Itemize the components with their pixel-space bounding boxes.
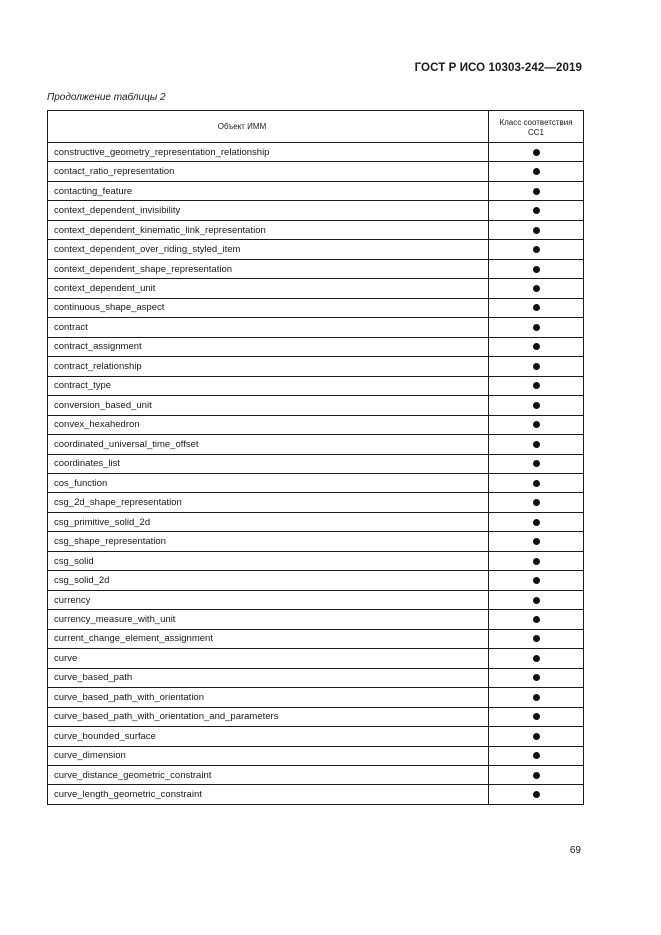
filled-circle-icon [533, 538, 540, 545]
filled-circle-icon [533, 441, 540, 448]
object-name-cell: curve_based_path [48, 668, 489, 687]
object-name-cell: curve_based_path_with_orientation_and_parameters [48, 707, 489, 726]
filled-circle-icon [533, 343, 540, 350]
filled-circle-icon [533, 149, 540, 156]
table-row [48, 668, 584, 687]
cc1-cell [489, 512, 584, 531]
standard-code: ГОСТ Р ИСО 10303-242—2019 [414, 62, 582, 74]
filled-circle-icon [533, 227, 540, 234]
table-row [48, 707, 584, 726]
cc1-cell [489, 279, 584, 298]
header-conformance-line2: CC1 [527, 127, 544, 137]
table-row [48, 688, 584, 707]
cc1-cell [489, 571, 584, 590]
table-row [48, 357, 584, 376]
object-name-cell: contract_relationship [48, 357, 489, 376]
object-name-cell: context_dependent_kinematic_link_representation [48, 220, 489, 239]
cc1-cell [489, 298, 584, 317]
cc1-cell [489, 240, 584, 259]
cc1-cell [489, 201, 584, 220]
table-row [48, 376, 584, 395]
table-row [48, 240, 584, 259]
object-name-cell: curve_bounded_surface [48, 727, 489, 746]
object-name-cell: currency_measure_with_unit [48, 610, 489, 629]
table-row [48, 571, 584, 590]
table-row [48, 201, 584, 220]
table-row [48, 473, 584, 492]
header-object: Объект ИММ [48, 111, 489, 143]
cc1-cell [489, 532, 584, 551]
object-name-cell: curve_dimension [48, 746, 489, 765]
object-name-cell: curve [48, 649, 489, 668]
cc1-cell [489, 688, 584, 707]
filled-circle-icon [533, 791, 540, 798]
filled-circle-icon [533, 674, 540, 681]
filled-circle-icon [533, 304, 540, 311]
filled-circle-icon [533, 713, 540, 720]
table-row [48, 649, 584, 668]
cc1-cell [489, 143, 584, 162]
filled-circle-icon [533, 382, 540, 389]
cc1-cell [489, 415, 584, 434]
cc1-cell [489, 220, 584, 239]
filled-circle-icon [533, 772, 540, 779]
object-name-cell: csg_solid_2d [48, 571, 489, 590]
filled-circle-icon [533, 635, 540, 642]
object-name-cell: csg_shape_representation [48, 532, 489, 551]
cc1-cell [489, 785, 584, 804]
cc1-cell [489, 629, 584, 648]
filled-circle-icon [533, 499, 540, 506]
table-body [48, 143, 584, 805]
cc1-cell [489, 435, 584, 454]
table-row [48, 143, 584, 162]
table-row [48, 512, 584, 531]
filled-circle-icon [533, 168, 540, 175]
filled-circle-icon [533, 752, 540, 759]
table-row [48, 279, 584, 298]
object-name-cell: currency [48, 590, 489, 609]
filled-circle-icon [533, 246, 540, 253]
table-header-row [48, 111, 584, 143]
filled-circle-icon [533, 733, 540, 740]
object-name-cell: contact_ratio_representation [48, 162, 489, 181]
object-name-cell: curve_based_path_with_orientation [48, 688, 489, 707]
conformance-table [47, 110, 584, 805]
object-name-cell: curve_length_geometric_constraint [48, 785, 489, 804]
table-row [48, 746, 584, 765]
cc1-cell [489, 727, 584, 746]
object-name-cell: contacting_feature [48, 181, 489, 200]
filled-circle-icon [533, 577, 540, 584]
cc1-cell [489, 649, 584, 668]
table-caption: Продолжение таблицы 2 [47, 92, 166, 103]
filled-circle-icon [533, 480, 540, 487]
filled-circle-icon [533, 655, 540, 662]
filled-circle-icon [533, 324, 540, 331]
filled-circle-icon [533, 597, 540, 604]
object-name-cell: conversion_based_unit [48, 396, 489, 415]
object-name-cell: convex_hexahedron [48, 415, 489, 434]
table-row [48, 181, 584, 200]
table-row [48, 415, 584, 434]
table-row [48, 590, 584, 609]
object-name-cell: context_dependent_invisibility [48, 201, 489, 220]
object-name-cell: csg_primitive_solid_2d [48, 512, 489, 531]
object-name-cell: coordinated_universal_time_offset [48, 435, 489, 454]
table-row [48, 220, 584, 239]
table-row [48, 454, 584, 473]
object-name-cell: contract_assignment [48, 337, 489, 356]
table-row [48, 532, 584, 551]
object-name-cell: csg_2d_shape_representation [48, 493, 489, 512]
table-row [48, 766, 584, 785]
cc1-cell [489, 318, 584, 337]
table-row [48, 727, 584, 746]
object-name-cell: csg_solid [48, 551, 489, 570]
object-name-cell: contract [48, 318, 489, 337]
filled-circle-icon [533, 616, 540, 623]
cc1-cell [489, 259, 584, 278]
page-number: 69 [569, 845, 581, 856]
table-row [48, 551, 584, 570]
cc1-cell [489, 493, 584, 512]
filled-circle-icon [533, 694, 540, 701]
filled-circle-icon [533, 363, 540, 370]
header-conformance-line1: Класс соответствия [499, 117, 573, 127]
table-row [48, 298, 584, 317]
object-name-cell: cos_function [48, 473, 489, 492]
cc1-cell [489, 610, 584, 629]
table-row [48, 337, 584, 356]
filled-circle-icon [533, 519, 540, 526]
cc1-cell [489, 162, 584, 181]
cc1-cell [489, 766, 584, 785]
filled-circle-icon [533, 285, 540, 292]
object-name-cell: curve_distance_geometric_constraint [48, 766, 489, 785]
filled-circle-icon [533, 558, 540, 565]
object-name-cell: current_change_element_assignment [48, 629, 489, 648]
cc1-cell [489, 396, 584, 415]
filled-circle-icon [533, 188, 540, 195]
cc1-cell [489, 551, 584, 570]
object-name-cell: context_dependent_unit [48, 279, 489, 298]
header-conformance-class [489, 111, 584, 143]
cc1-cell [489, 668, 584, 687]
filled-circle-icon [533, 421, 540, 428]
object-name-cell: coordinates_list [48, 454, 489, 473]
table-row [48, 318, 584, 337]
object-name-cell: constructive_geometry_representation_relationship [48, 143, 489, 162]
object-name-cell: contract_type [48, 376, 489, 395]
object-name-cell: context_dependent_over_riding_styled_item [48, 240, 489, 259]
table-row [48, 259, 584, 278]
table-row [48, 493, 584, 512]
table-row [48, 162, 584, 181]
table-row [48, 785, 584, 804]
cc1-cell [489, 746, 584, 765]
filled-circle-icon [533, 402, 540, 409]
cc1-cell [489, 590, 584, 609]
object-name-cell: context_dependent_shape_representation [48, 259, 489, 278]
table-row [48, 435, 584, 454]
cc1-cell [489, 181, 584, 200]
filled-circle-icon [533, 460, 540, 467]
table-row [48, 629, 584, 648]
filled-circle-icon [533, 207, 540, 214]
cc1-cell [489, 357, 584, 376]
table-row [48, 396, 584, 415]
table-row [48, 610, 584, 629]
object-name-cell: continuous_shape_aspect [48, 298, 489, 317]
cc1-cell [489, 473, 584, 492]
cc1-cell [489, 454, 584, 473]
filled-circle-icon [533, 266, 540, 273]
cc1-cell [489, 376, 584, 395]
cc1-cell [489, 337, 584, 356]
cc1-cell [489, 707, 584, 726]
